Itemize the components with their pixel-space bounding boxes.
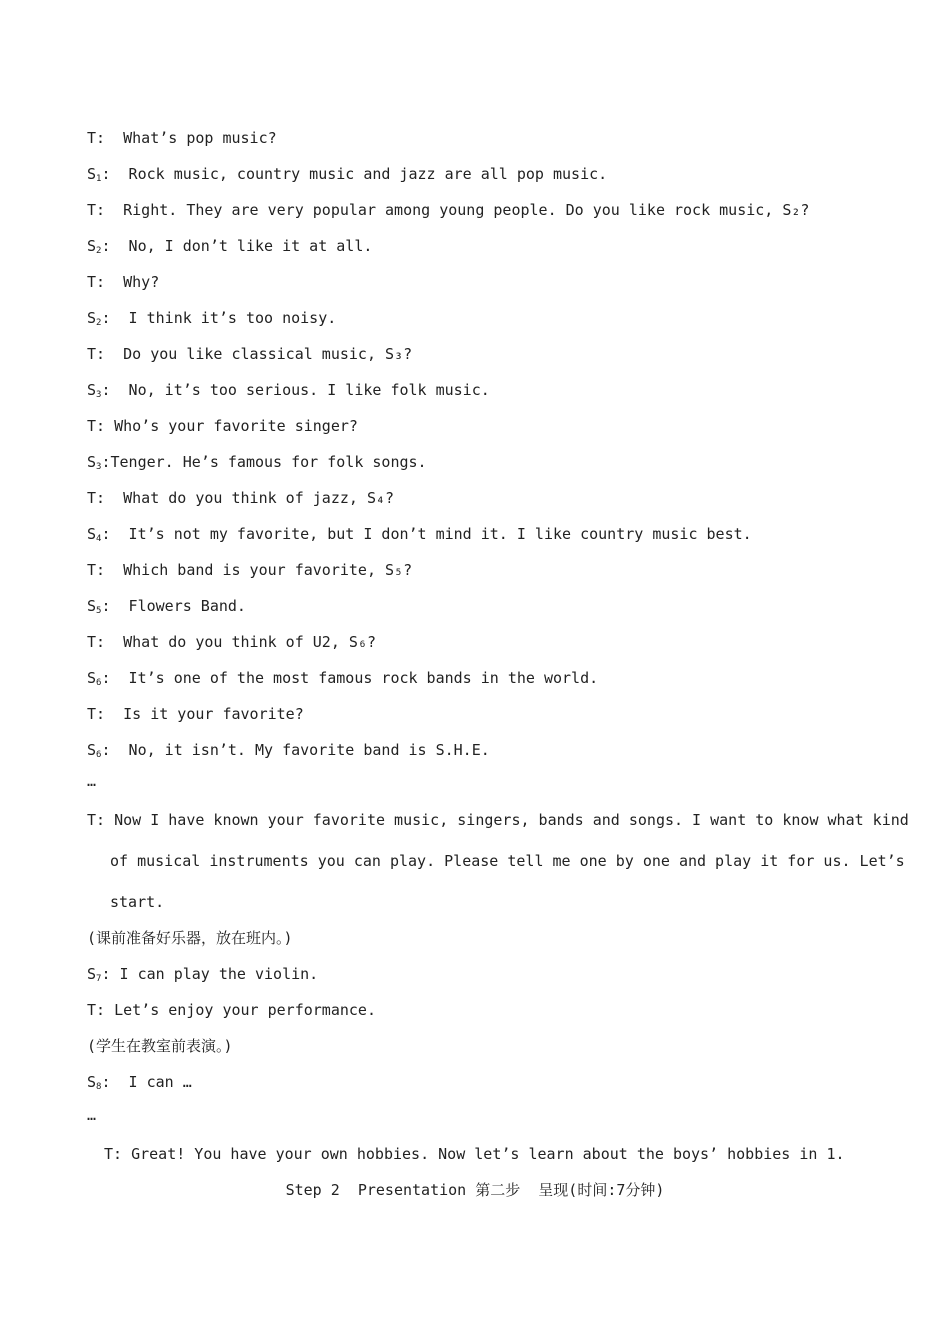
utterance-text: : Rock music, country music and jazz are all pop music. (101, 165, 608, 183)
dialogue-line (87, 309, 336, 332)
dialogue-line (87, 489, 394, 507)
stage-note: (课前准备好乐器，放在班内。) (87, 929, 293, 947)
dialogue-line (87, 525, 752, 548)
stage-note: (学生在教室前表演。) (87, 1037, 233, 1055)
dialogue-line (87, 561, 412, 579)
speaker-label: T: (87, 345, 106, 363)
utterance-text: : It’s not my favorite, but I don’t mind it. I like country music best. (101, 525, 752, 543)
speaker-label: T: (87, 417, 106, 435)
speaker-subscript: 3 (96, 390, 102, 400)
utterance-text: : It’s one of the most famous rock bands in the world. (101, 669, 599, 687)
utterance-text: : I think it’s too noisy. (101, 309, 337, 327)
utterance-text: : Flowers Band. (101, 597, 246, 615)
step-heading: Step 2 Presentation 第二步 呈现(时间:7分钟) (285, 1181, 665, 1199)
dialogue-line (87, 597, 246, 620)
ellipsis: … (87, 772, 97, 790)
speaker-subscript: 4 (96, 534, 102, 544)
dialogue-line (87, 237, 372, 260)
speaker-label: S (87, 741, 97, 759)
speaker-subscript: 3 (96, 462, 102, 472)
speaker-label: S (87, 237, 97, 255)
utterance-text: Do you like classical music, S₃? (105, 345, 413, 363)
ellipsis: … (87, 1106, 97, 1124)
speaker-subscript: 6 (96, 678, 102, 688)
dialogue-line: T: Let’s enjoy your performance. (87, 1001, 376, 1019)
speaker-subscript: 6 (96, 750, 102, 760)
speaker-label: S (87, 309, 97, 327)
paragraph-line-2: of musical instruments you can play. Please tell me one by one and play it for us. Let’s (110, 852, 905, 870)
speaker-label: T: (87, 273, 106, 291)
utterance-text: Who’s your favorite singer? (105, 417, 358, 435)
paragraph-line-1: T: Now I have known your favorite music, singers, bands and songs. I want to know what kind (87, 811, 909, 829)
speaker-label: T: (87, 705, 106, 723)
speaker-subscript: 2 (96, 246, 102, 256)
utterance-text: :Tenger. He’s famous for folk songs. (101, 453, 427, 471)
utterance-text: Is it your favorite? (105, 705, 304, 723)
speaker-subscript: 2 (96, 318, 102, 328)
utterance-text: What do you think of jazz, S₄? (105, 489, 395, 507)
speaker-subscript: 5 (96, 606, 102, 616)
speaker-label: S (87, 669, 97, 687)
speaker-label: S (87, 381, 97, 399)
dialogue-line: T: Great! You have your own hobbies. Now let’s learn about the boys’ hobbies in 1. (104, 1145, 845, 1163)
dialogue-line (87, 417, 358, 435)
utterance-text: : No, it isn’t. My favorite band is S.H.E. (101, 741, 490, 759)
speaker-label: T: (87, 561, 106, 579)
speaker-label: S (87, 525, 97, 543)
dialogue-line: $S_7$: I can play the violin. (87, 965, 319, 984)
utterance-text: What’s pop music? (105, 129, 277, 147)
dialogue-line: $S_8$: I can … (87, 1073, 192, 1092)
speaker-label: S (87, 453, 97, 471)
speaker-label: T: (87, 489, 106, 507)
utterance-text: What do you think of U2, S₆? (105, 633, 376, 651)
utterance-text: Why? (105, 273, 160, 291)
speaker-label: S (87, 165, 97, 183)
dialogue-line (87, 705, 304, 723)
speaker-label: T: (87, 201, 106, 219)
speaker-label: S (87, 597, 97, 615)
dialogue-line (87, 165, 607, 188)
utterance-text: : No, it’s too serious. I like folk music. (101, 381, 490, 399)
speaker-label: T: (87, 633, 106, 651)
dialogue-line (87, 129, 277, 147)
dialogue-line (87, 741, 490, 764)
dialogue-line (87, 345, 412, 363)
dialogue-line (87, 669, 598, 692)
dialogue-line (87, 201, 809, 219)
speaker-label: T: (87, 129, 106, 147)
dialogue-line (87, 633, 376, 651)
utterance-text: Which band is your favorite, S₅? (105, 561, 413, 579)
speaker-subscript: 1 (96, 174, 102, 184)
paragraph-line-3: start. (110, 893, 165, 911)
utterance-text: Right. They are very popular among young people. Do you like rock music, S₂? (105, 201, 810, 219)
dialogue-line (87, 273, 159, 291)
dialogue-line (87, 381, 490, 404)
utterance-text: : No, I don’t like it at all. (101, 237, 373, 255)
dialogue-line (87, 453, 427, 476)
